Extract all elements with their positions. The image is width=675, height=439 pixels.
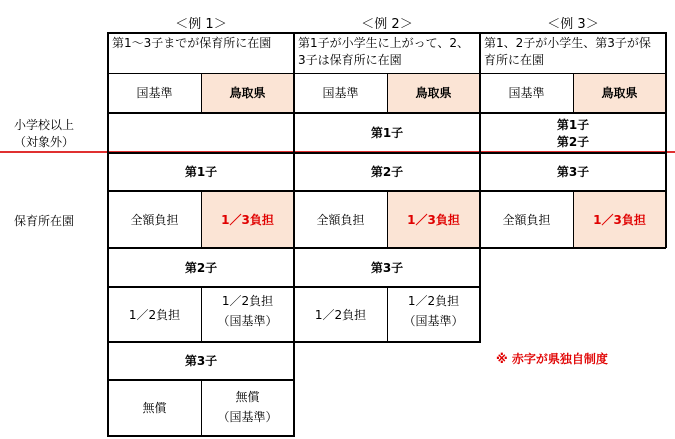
ex2-child2-label: 第2子	[370, 164, 404, 179]
row-label-nursery: 保育所在園	[14, 214, 75, 228]
ex1-child2-national: 1／2負担	[128, 307, 181, 322]
grid-line	[201, 191, 202, 248]
row-label-elementary: 小学校以上	[14, 118, 75, 132]
ex1-tottori-header: 鳥取県	[201, 73, 294, 113]
ex3-child3-tottori: 1／3負担	[573, 191, 666, 248]
ex1-child1-national: 全額負担	[130, 212, 179, 227]
row-label-excluded: （対象外）	[14, 135, 75, 149]
grid-line	[108, 152, 666, 154]
grid-line	[108, 32, 666, 34]
example-3-title: ＜例 3＞	[547, 17, 599, 32]
ex2-child2-tottori: 1／3負担	[387, 191, 480, 248]
ex2-child3-tottori-line1: 1／2負担	[407, 294, 460, 308]
grid-line	[201, 380, 202, 436]
example-1-title: ＜例 1＞	[175, 17, 227, 32]
ex2-child2-national: 全額負担	[316, 212, 365, 227]
ex1-child2-tottori-line2: （国基準）	[217, 314, 278, 328]
ex3-child3-national: 全額負担	[502, 212, 551, 227]
ex1-child3-label: 第3子	[184, 354, 218, 368]
grid-line	[573, 191, 574, 248]
grid-line	[479, 32, 481, 343]
ex1-child3-tottori-line1: 無償	[235, 390, 260, 404]
grid-line	[201, 73, 202, 113]
ex2-child3-label: 第3子	[370, 260, 404, 275]
grid-line	[293, 32, 295, 437]
grid-line	[665, 32, 667, 248]
ex1-child3-national: 無償	[142, 401, 167, 415]
grid-line	[387, 73, 388, 113]
example-3-description: 第1、2子が小学生、第3子が保育所に在園	[484, 36, 651, 67]
grid-line	[201, 287, 202, 342]
ex3-child3-label: 第3子	[556, 164, 590, 179]
ex1-child3-tottori-line2: （国基準）	[217, 410, 278, 424]
ex2-child3-tottori-line2: （国基準）	[403, 314, 464, 328]
grid-line	[387, 191, 388, 248]
example-2-title: ＜例 2＞	[361, 17, 413, 32]
ex1-national-header: 国基準	[136, 86, 173, 100]
grid-line	[107, 32, 109, 437]
ex3-elementary-child2: 第2子	[556, 134, 590, 149]
ex1-child1-tottori: 1／3負担	[201, 191, 294, 248]
legend-note: ※ 赤字が県独自制度	[496, 352, 608, 366]
ex3-elementary-child1: 第1子	[556, 117, 590, 132]
ex3-tottori-header: 鳥取県	[573, 73, 666, 113]
ex1-child2-tottori-line1: 1／2負担	[221, 294, 274, 308]
ex3-national-header: 国基準	[508, 86, 545, 100]
ex2-child3-national: 1／2負担	[314, 307, 367, 322]
grid-line	[573, 73, 574, 113]
example-2-description: 第1子が小学生に上がって、2、3子は保育所に在園	[298, 36, 470, 67]
grid-line	[387, 287, 388, 342]
ex1-child1-label: 第1子	[184, 164, 218, 179]
ex2-national-header: 国基準	[322, 86, 359, 100]
ex2-tottori-header: 鳥取県	[387, 73, 480, 113]
ex2-elementary-child1: 第1子	[370, 125, 404, 140]
ex1-child2-label: 第2子	[184, 260, 218, 275]
example-1-description: 第1～3子までが保育所に在園	[112, 36, 272, 50]
